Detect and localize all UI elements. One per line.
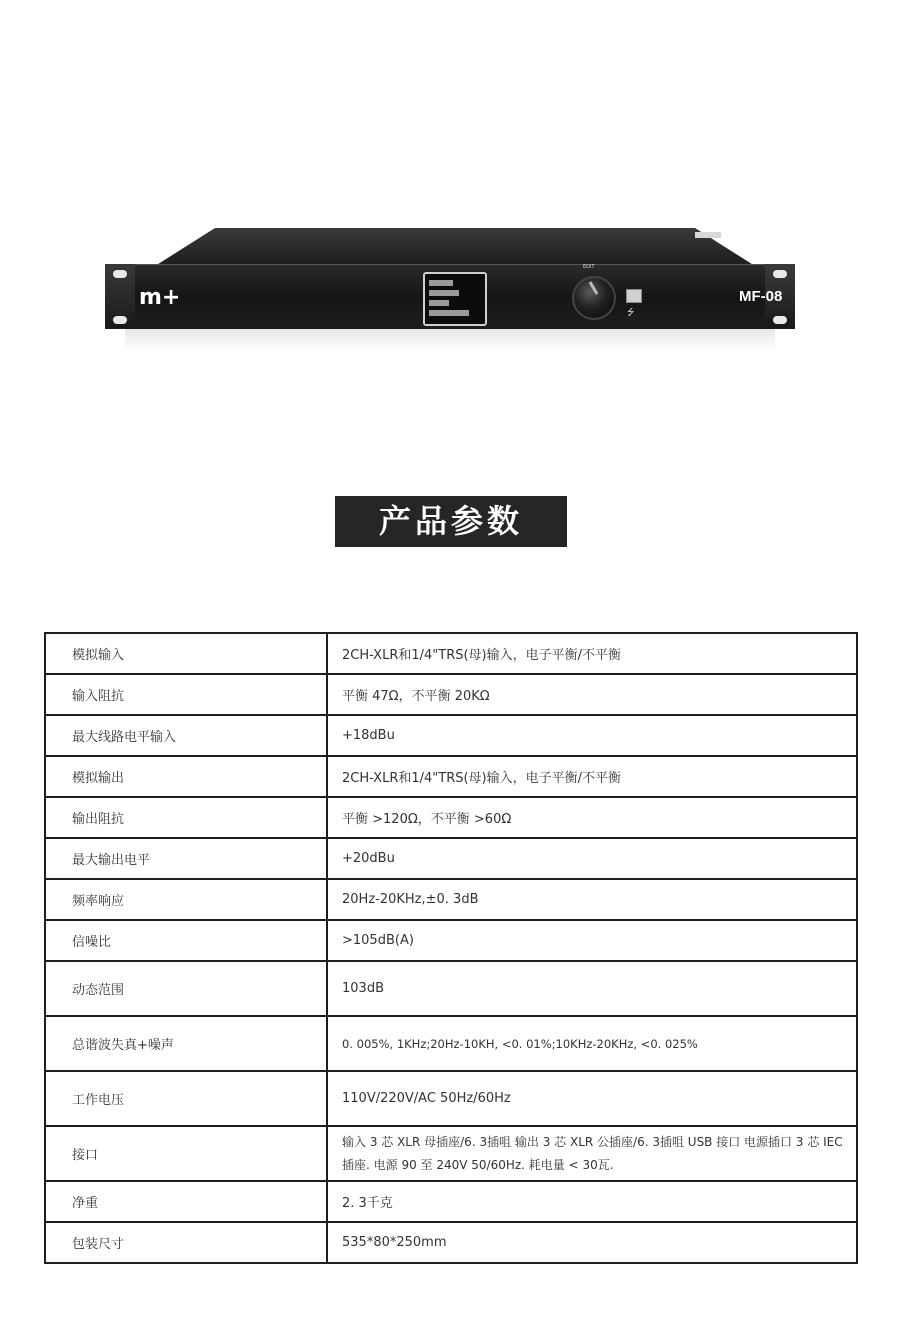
- rack-hole: [113, 270, 127, 278]
- spec-row: [45, 756, 857, 797]
- spec-label: 动态范围: [45, 961, 327, 1016]
- spec-value: 20Hz-20KHz,±0. 3dB: [327, 879, 857, 920]
- spec-label: 接口: [45, 1126, 327, 1181]
- spec-label: 最大输出电平: [45, 838, 327, 879]
- lcd-display: [423, 272, 487, 326]
- spec-value: 535*80*250mm: [327, 1222, 857, 1263]
- spec-value: 平衡 >120Ω，不平衡 >60Ω: [327, 797, 857, 838]
- spec-value: 110V/220V/AC 50Hz/60Hz: [327, 1071, 857, 1126]
- spec-label: 输出阻抗: [45, 797, 327, 838]
- usb-port: [626, 289, 642, 303]
- spec-row: [45, 1222, 857, 1263]
- device-chassis-top: [155, 228, 755, 266]
- spec-row: [45, 920, 857, 961]
- spec-value: >105dB(A): [327, 920, 857, 961]
- model-name: MF-08: [739, 288, 783, 305]
- rack-hole: [773, 316, 787, 324]
- knob-label: EDIT: [583, 264, 595, 270]
- product-image: [105, 228, 795, 353]
- spec-label: 信噪比: [45, 920, 327, 961]
- device-reflection: [125, 328, 775, 353]
- spec-label: 模拟输出: [45, 756, 327, 797]
- spec-value: 2. 3千克: [327, 1181, 857, 1222]
- spec-label: 频率响应: [45, 879, 327, 920]
- spec-value: 平衡 47Ω，不平衡 20KΩ: [327, 674, 857, 715]
- spec-row: [45, 674, 857, 715]
- spec-value: 0. 005%, 1KHz;20Hz-10KH, <0. 01%;10KHz-20KHz, <0. 025%: [327, 1016, 857, 1071]
- spec-label: 包装尺寸: [45, 1222, 327, 1263]
- section-title: 产品参数: [335, 496, 567, 547]
- usb-icon: ⭍: [627, 308, 635, 318]
- spec-row: [45, 1071, 857, 1126]
- spec-value: +18dBu: [327, 715, 857, 756]
- spec-label: 净重: [45, 1181, 327, 1222]
- rack-hole: [113, 316, 127, 324]
- spec-value: 输入 3 芯 XLR 母插座/6. 3插咀 输出 3 芯 XLR 公插座/6. 3插咀 USB 接口 电源插口 3 芯 IEC 插座. 电源 90 至 240V 50/60Hz. 耗电量 < 30瓦.: [327, 1126, 857, 1181]
- spec-value: +20dBu: [327, 838, 857, 879]
- spec-row: [45, 879, 857, 920]
- spec-row: [45, 1016, 857, 1071]
- spec-row: [45, 838, 857, 879]
- rack-hole: [773, 270, 787, 278]
- spec-label: 输入阻抗: [45, 674, 327, 715]
- spec-row: [45, 797, 857, 838]
- spec-row: [45, 1126, 857, 1181]
- spec-label: 总谐波失真+噪声: [45, 1016, 327, 1071]
- edit-knob: [572, 276, 616, 320]
- spec-value: 2CH-XLR和1/4"TRS(母)输入，电子平衡/不平衡: [327, 756, 857, 797]
- device-label-sticker: [695, 232, 721, 238]
- spec-row: [45, 715, 857, 756]
- spec-value: 103dB: [327, 961, 857, 1016]
- spec-row: [45, 1181, 857, 1222]
- spec-row: [45, 633, 857, 674]
- spec-row: [45, 961, 857, 1016]
- brand-logo: m+: [139, 285, 181, 310]
- spec-label: 工作电压: [45, 1071, 327, 1126]
- spec-table: [44, 632, 858, 1264]
- spec-value: 2CH-XLR和1/4"TRS(母)输入，电子平衡/不平衡: [327, 633, 857, 674]
- spec-label: 模拟输入: [45, 633, 327, 674]
- spec-label: 最大线路电平输入: [45, 715, 327, 756]
